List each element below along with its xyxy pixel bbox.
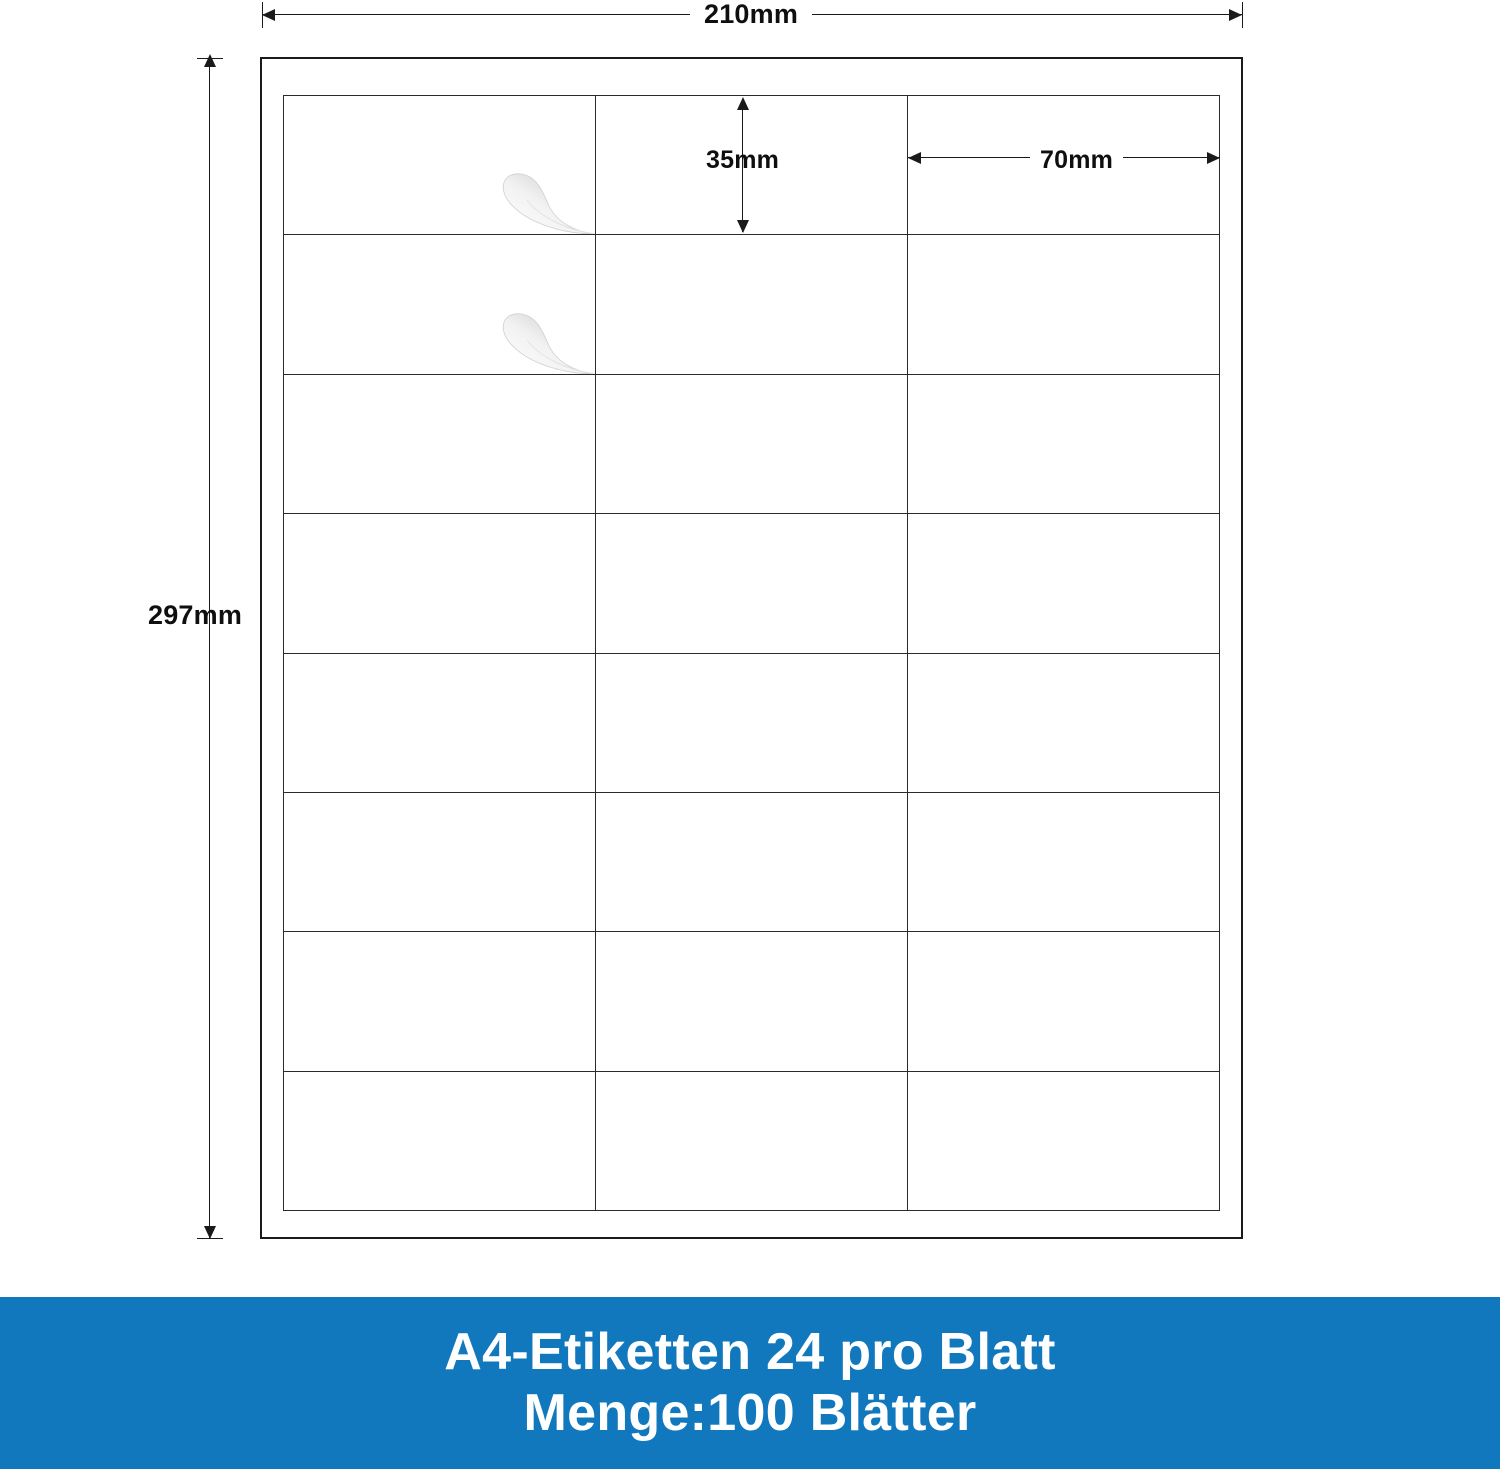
caption-line-2: Menge:100 Blätter [523, 1384, 977, 1442]
label-cell [284, 793, 596, 932]
caption-line-1: A4-Etiketten 24 pro Blatt [444, 1322, 1056, 1381]
caption-banner [0, 1297, 1500, 1469]
width-arrow-left-icon [262, 9, 275, 21]
label-width-arrow-right-icon [1207, 152, 1220, 164]
label-cell [596, 654, 908, 793]
label-cell [284, 375, 596, 514]
label-cell [596, 1072, 908, 1211]
width-arrow-right-icon [1229, 9, 1242, 21]
label-cell [284, 1072, 596, 1211]
label-cell [908, 793, 1220, 932]
label-cell [596, 375, 908, 514]
label-cell [284, 514, 596, 653]
label-cell [908, 375, 1220, 514]
label-cell [596, 514, 908, 653]
label-cell [908, 1072, 1220, 1211]
label-height-arrow-down-icon [737, 220, 749, 233]
label-height-arrow-up-icon [737, 97, 749, 110]
height-dimension-line [209, 58, 210, 1238]
label-cell [284, 235, 596, 374]
label-cell [908, 932, 1220, 1071]
peeling-corner-icon [487, 152, 595, 234]
label-cell [596, 932, 908, 1071]
label-height-label: 35mm [706, 146, 780, 174]
label-cell [596, 235, 908, 374]
height-tick-top [197, 58, 223, 59]
peeling-corner-icon [487, 292, 595, 374]
label-cell [284, 96, 596, 235]
width-tick-left [262, 2, 263, 28]
label-cell [908, 235, 1220, 374]
sheet-height-label: 297mm [148, 600, 243, 630]
label-cell [284, 932, 596, 1071]
label-cell [596, 793, 908, 932]
label-width-label: 70mm [1030, 146, 1123, 175]
label-width-arrow-left-icon [908, 152, 921, 164]
width-tick-right [1242, 2, 1243, 28]
label-grid [283, 95, 1220, 1211]
label-cell [284, 654, 596, 793]
label-cell [908, 514, 1220, 653]
label-cell [908, 654, 1220, 793]
height-arrow-up-icon [204, 54, 216, 67]
height-tick-bottom [197, 1238, 223, 1239]
sheet-width-label: 210mm [690, 0, 812, 30]
